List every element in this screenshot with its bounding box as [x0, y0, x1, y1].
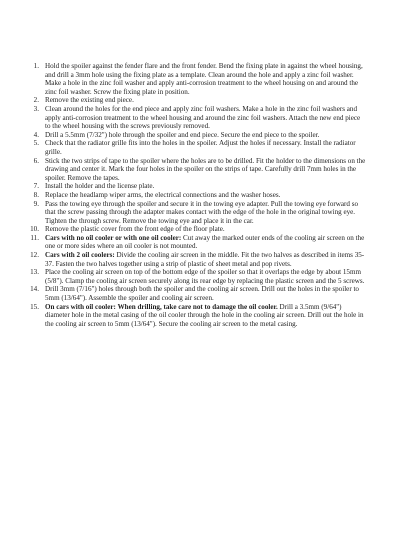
- step-number: 10.: [30, 225, 39, 234]
- step-text: [45, 268, 366, 285]
- instruction-step: [20, 62, 366, 96]
- step-number: 11.: [30, 233, 39, 242]
- step-body: Cut away the marked outer ends of the cooling air screen on the one or more sides where an oil cooler is not mounted.: [45, 233, 365, 251]
- step-text: [45, 139, 366, 156]
- step-body: Divide the cooling air screen in the middle. Fit the two halves as described in items 35-37. Fasten the two halves together using a strip of plastic of sheet metal and pop rivets.: [45, 251, 365, 268]
- step-text: [45, 234, 366, 251]
- step-bold-lead: On cars with oil cooler: When drilling, take care not to damage the oil cooler.: [45, 302, 278, 311]
- step-number: 5.: [33, 139, 39, 148]
- instruction-step: [20, 200, 366, 226]
- step-text: [45, 157, 366, 183]
- instruction-step: [20, 157, 366, 183]
- step-body: Remove the existing end piece.: [45, 96, 134, 105]
- step-text: [45, 191, 366, 200]
- step-text: [45, 62, 366, 96]
- step-number: 4.: [33, 130, 39, 139]
- step-text: [45, 105, 366, 131]
- instruction-step: [20, 182, 366, 191]
- instruction-step: [20, 96, 366, 105]
- step-text: [45, 251, 366, 268]
- instruction-step: [20, 191, 366, 200]
- step-text: [45, 131, 366, 140]
- step-body: Place the cooling air screen on top of the bottom edge of the spoiler so that it overlaps the edge by about 15mm (5/8"). Clamp the cooling air screen securely along its rear edge by replacing the plastic screen and the 5 screws.: [45, 268, 365, 285]
- step-body: Pass the towing eye through the spoiler and secure it in the towing eye adapter. Pull the towing eye forward so that the screw passing through the adapter makes contact with the edge of the hole in the original towing eye. Tighten the through screw. Remove the towing eye and place it in the car.: [45, 199, 359, 225]
- step-bold-lead: Cars with no oil cooler or with one oil cooler:: [45, 233, 182, 242]
- step-number: 8.: [33, 190, 39, 199]
- instruction-step: [20, 225, 366, 234]
- step-text: [45, 225, 366, 234]
- step-body: Remove the plastic cover from the front edge of the floor plate.: [45, 225, 225, 234]
- step-bold-lead: Cars with 2 oil coolers:: [45, 251, 115, 260]
- step-number: 14.: [30, 285, 39, 294]
- step-body: Drill a 5.5mm (7/32") hole through the spoiler and end piece. Secure the end piece to the spoiler.: [45, 130, 320, 139]
- instruction-step: [20, 251, 366, 268]
- step-number: 15.: [30, 302, 39, 311]
- instruction-step: [20, 131, 366, 140]
- step-text: [45, 285, 366, 302]
- instruction-step: [20, 105, 366, 131]
- instruction-step: [20, 303, 366, 329]
- step-number: 6.: [33, 156, 39, 165]
- step-number: 12.: [30, 251, 39, 260]
- step-number: 7.: [33, 182, 39, 191]
- step-text: [45, 182, 366, 191]
- step-number: 9.: [33, 199, 39, 208]
- step-body: Hold the spoiler against the fender flare and the front fender. Bend the fixing plate in against the wheel housing, and drill a 3mm hole using the fixing plate as a template. Clean around the hole and apply a zinc foil washer. Make a hole in the zinc foil washer and apply anti-corrosion treatment to the wheel housing on and around the zinc foil washer. Screw the fixing plate in position.: [45, 62, 363, 96]
- instruction-step: [20, 268, 366, 285]
- step-text: [45, 303, 366, 329]
- step-body: Check that the radiator grille fits into the holes in the spoiler. Adjust the holes if necessary. Install the radiator grille.: [45, 139, 356, 156]
- instruction-list: [20, 62, 366, 328]
- step-number: 3.: [33, 104, 39, 113]
- step-number: 1.: [33, 62, 39, 70]
- step-body: Drill a 3.5mm (9/64") diameter hole in the metal casing of the oil cooler through the hole in the cooling air screen. Drill out the hole in the cooling air screen to 5mm (13/64"). Secure the cooling air screen to the metal casing.: [45, 302, 364, 328]
- step-body: Install the holder and the license plate.: [45, 182, 155, 191]
- step-body: Drill 3mm (7/16") holes through both the spoiler and the cooling air screen. Drill out the holes in the spoiler to 5mm (13/64"). Assemble the spoiler and cooling air screen.: [45, 285, 359, 303]
- step-text: [45, 96, 366, 105]
- step-number: 13.: [30, 268, 39, 277]
- instruction-step: [20, 285, 366, 302]
- step-number: 2.: [33, 96, 39, 105]
- step-body: Stick the two strips of tape to the spoiler where the holes are to be drilled. Fit the holder to the dimensions on the drawing and center it. Mark the four holes in the spoiler on the strips of tape. Carefully drill 7mm holes in the spoiler. Remove the tapes.: [45, 156, 366, 182]
- instruction-step: [20, 139, 366, 156]
- step-text: [45, 200, 366, 226]
- step-body: Clean around the holes for the end piece and apply zinc foil washers. Make a hole in the zinc foil washers and apply anti-corrosion treatment to the wheel housing and around the zinc foil washers. Attach the new end piece to the wheel housing with the screws previously removed.: [45, 104, 361, 131]
- instruction-step: [20, 234, 366, 251]
- step-body: Replace the headlamp wiper arms, the electrical connections and the washer hoses.: [45, 190, 281, 199]
